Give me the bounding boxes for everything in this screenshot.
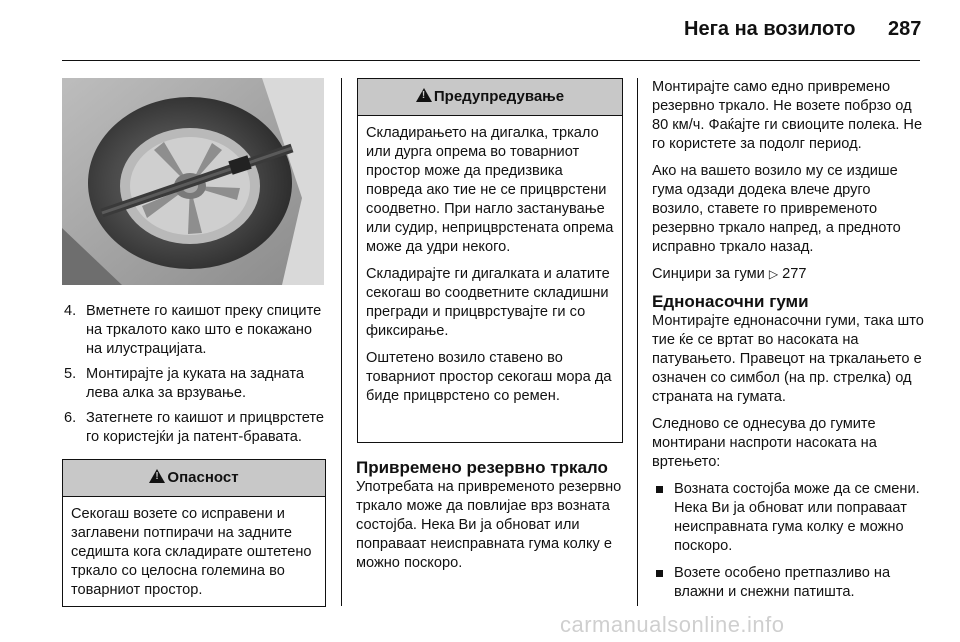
warning-box-header xyxy=(358,79,622,116)
step-item: 6. Затегнете го каишот и прицврстете го користејќи ја патент-бравата. xyxy=(64,410,325,445)
danger-box-body: Секогаш возете со исправени и заглавени потпирачи на задните седишта кога складирате оштетено тркало со целосна големина во товарниот простор. xyxy=(71,506,312,598)
temp-spare-section xyxy=(356,458,622,573)
section-text: Употребата на привременото резервно тркало може да повлијае врз возната состојба. Нека Ви ја обноват или поправаат неисправната гума колку е можно поскоро. xyxy=(356,479,622,571)
running-header-title: Нега на возилото xyxy=(684,18,856,40)
step-list xyxy=(64,302,330,453)
step-item: 5. Монтирајте ја куката на задната лева алка за врзување. xyxy=(64,366,304,401)
section-heading: Еднонасочни гуми xyxy=(652,292,809,311)
page-reference-link[interactable]: 277 xyxy=(782,266,807,282)
warning-box-body: Складирањето на дигалка, тркало или дурга опрема во товарниот простор може да предизвика повреда ако тие не се прицврстени соодветно. При нагло застанување или судир, неприцврстената опрема може да удри некого. Складирајте ги дигалката и алатите секогаш во соодветните складишни прегради и прицврстувајте ги со фиксирање. Оштетено возило ставено во товарниот простор секогаш мора да биде прицврстено со ремен. xyxy=(366,125,614,404)
danger-box-title: Опасност xyxy=(167,469,239,486)
danger-box xyxy=(62,459,326,607)
footer-watermark: carmanualsonline.info xyxy=(560,612,785,637)
page-number: 287 xyxy=(888,18,922,40)
section-heading: Привремено резервно тркало xyxy=(356,458,608,477)
bullet-item: Возната состојба може да се смени. Нека Ви ја обноват или поправаат неисправната гума колку е можно поскоро. xyxy=(652,480,924,556)
column-divider-right xyxy=(637,78,638,606)
step-item: 4. Вметнете го каишот преку спиците на тркалото како што е покажано на илустрацијата. xyxy=(64,303,322,357)
header-rule xyxy=(62,60,920,61)
danger-box-header xyxy=(63,460,325,497)
right-column: Монтирајте само едно привремено резервно тркало. Не возете побрзо од 80 км/ч. Фаќајте ги свиоците полека. Не го користете за подолг период. Ако на вашето возило му се издише гума одзади додека влече друго возило, ставете го привременото резервно тркало напред, а предното исправно тркало назад. Синџири за гуми ▷ 277 Еднонасочни гуми Монтирајте еднонасочни гуми, така што тие ќе се вртат во насоката на патувањето. Правецот на тркалањето е означен со симбол (на пр. стрелка) од страната на гумата. Следново се однесува до гумите монтирани наспроти насоката на вртењето: Возната состојба може да се смени. Нека Ви ја обноват или поправаат неисправната гума колку е можно поскоро. Возете особено претпазливо на влажни и снежни патишта. xyxy=(652,79,924,600)
bullet-square-icon xyxy=(656,486,663,493)
column-divider-left xyxy=(341,78,342,606)
warning-box xyxy=(357,78,623,443)
cross-reference: Синџири за гуми ▷ 277 xyxy=(652,266,807,282)
warning-triangle-icon xyxy=(149,469,165,483)
bullet-square-icon xyxy=(656,570,663,577)
warning-box-title: Предупредување xyxy=(433,88,565,105)
warning-triangle-icon xyxy=(416,88,432,102)
spare-wheel-in-trunk-photo xyxy=(62,78,324,285)
bullet-item: Возете особено претпазливо на влажни и снежни патишта. xyxy=(652,564,924,602)
page-reference-arrow-icon: ▷ xyxy=(768,267,779,281)
